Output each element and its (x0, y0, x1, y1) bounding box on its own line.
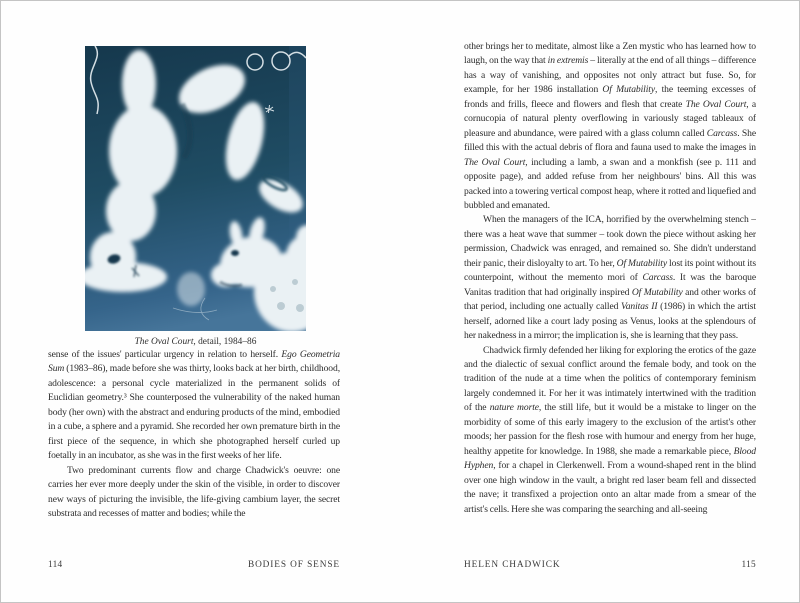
paragraph: other brings her to meditate, almost like a Zen mystic who has learned how to laugh, on the way that in extremis – literally at the end of all things – difference has a way of vanishing, and opposites not only attract but fuse. So, for example, for her 1986 installation Of Mutability, the teeming excesses of fronds and frills, fleece and flowers and flesh that create The Oval Court, a cornucopia of natural plenty overflowing in variously staged tableaux of pleasure and abundance, were paired with a glass column called Carcass. She filled this with the actual debris of flora and fauna used to make the images in The Oval Court, including a lamb, a swan and a monkfish (see p. 111 and opposite page), and added refuse from her neighbours' bins. All this was packed into a towering vertical compost heap, where it rotted and liquefied and bubbled and emanated. (464, 41, 756, 211)
paragraph: sense of the issues' particular urgency in relation to herself. Ego Geometria Sum (1983–86), made before she was thirty, looks back at her birth, childhood, adolescence: a personal cycle materialized in the permanent solids of Euclidian geometry.³ She counterposed the vulnerability of the naked human body (her own) with the abstract and enduring products of the mind, embodied in a cube, a sphere and a pyramid. She recorded her own premature birth in the first piece of the sequence, in which she photographed herself curled up foetally in an incubator, as she was in the first weeks of her life. (48, 349, 340, 462)
right-page-text (464, 40, 756, 552)
oval-court-photogram (85, 46, 306, 331)
artwork-caption (85, 337, 306, 348)
left-page-text (48, 348, 340, 548)
paragraph: When the managers of the ICA, horrified by the overwhelming stench – there was a heat wave that summer – took down the piece without asking her permission, Chadwick was enraged, and remained so. She didn't understand their panic, their disloyalty to art. To her, Of Mutability lost its point without its counterpoint, without the memento mori of Carcass. It was the baroque Vanitas tradition that had originally inspired Of Mutability and other works of that period, including one actually called Vanitas II (1986) in which the artist herself, adorned like a court lady posing as Venus, looks at the splendours of her nakedness in a mirror; the implication is, she is learning that they pass. (464, 214, 756, 342)
right-page-footer (464, 560, 756, 570)
paragraph: Chadwick firmly defended her liking for exploring the erotics of the gaze and the dialectic of sexual conflict around the female body, and took on the tradition of the nude at a time when the politics of contemporary feminism largely condemned it. For her it was intimately intertwined with the tradition of the nature morte, the still life, but it would be a mistake to linger on the morbidity of some of this early imagery to the exclusion of the artist's other moods; her passion for the flesh rose with humour and energy from her huge, healthy appetite for knowledge. In 1988, she made a remarkable piece, Blood Hyphen, for a chapel in Clerkenwell. From a wound-shaped rent in the blind over one high window in the vault, a bright red laser beam fell and dissected the nave; it transfixed a projection onto an altar made from a smear of the artist's cells. Here she was comparing the searching and all-seeing (464, 344, 756, 515)
caption-detail: , detail, 1984–86 (193, 337, 257, 347)
page-number-left: 114 (48, 560, 63, 570)
left-page-footer (48, 560, 340, 570)
debris-blob (177, 272, 205, 306)
caption-title: The Oval Court (134, 337, 194, 347)
running-head-right: HELEN CHADWICK (464, 560, 561, 570)
paragraph: Two predominant currents flow and charge Chadwick's oeuvre: one carries her ever more deeply under the skin of the visible, in order to discover new ways of picturing the invisible, the life-giving cambium layer, the secret substrata and recesses of matter and bodies; while the (48, 464, 340, 519)
artwork-image (85, 46, 306, 331)
running-head-left: BODIES OF SENSE (247, 560, 340, 570)
page-number-right: 115 (741, 560, 756, 570)
